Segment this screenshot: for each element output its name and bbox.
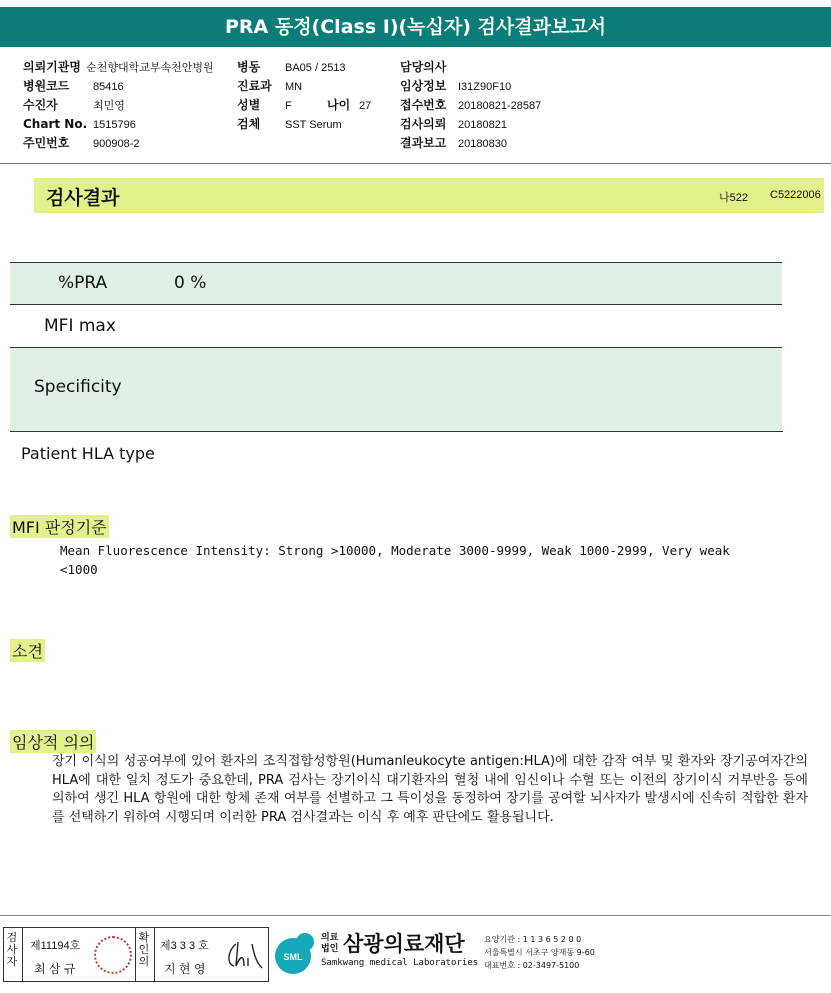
examiner-seal-icon xyxy=(94,936,132,974)
hospital-value: 순천향대학교부속천안병원 xyxy=(86,62,214,74)
table-bottom-border xyxy=(10,431,783,432)
sex-label: 성별 xyxy=(237,98,261,112)
org-contact-1: 요양기관 : 1 1 3 6 5 2 0 0 xyxy=(484,935,582,944)
hla-label: Patient HLA type xyxy=(21,444,155,463)
signature-box-divider-2 xyxy=(135,928,136,981)
header-divider xyxy=(0,163,831,164)
request-date-label: 검사의뢰 xyxy=(400,117,447,131)
specimen-value: SST Serum xyxy=(285,119,342,131)
result-code-2: C5222006 xyxy=(770,189,821,201)
header-col-1 xyxy=(23,56,214,151)
header-col-3 xyxy=(400,56,541,151)
ward-label: 병동 xyxy=(237,60,261,74)
patient-value: 최민영 xyxy=(93,100,125,112)
signature-box-divider-3 xyxy=(154,928,155,981)
org-prefix-1: 의료 xyxy=(321,933,339,943)
mfi-row xyxy=(10,304,782,347)
clinical-paragraph: 장기 이식의 성공여부에 있어 환자의 조직접합성항원(Humanleukocyte antigen:HLA)에 대한 감작 여부 및 환자와 장기공여자간의 HLA에 대한 일치 정도가 중요한데, PRA 검사는 장기이식 대기환자의 혈청 내에 임신이나 수혈 또는 이전의 장기이식 거부반응 등에 의하여 생긴 HLA 항원에 대한 항체 존재 여부를 선별하고 그 특이성을 동정하여 장기를 공여할 뇌사자가 발생시에 신속히 적합한 환자를 선택하기 위하여 시행되며 이러한 PRA 검사결과는 이식 후 예후 판단에도 활용됩니다. xyxy=(52,754,808,825)
pra-label: %PRA xyxy=(58,273,108,293)
mfi-criteria-line-2: <1000 xyxy=(60,562,98,577)
ward-value: BA05 / 2513 xyxy=(285,62,346,74)
specimen-label: 검체 xyxy=(237,117,261,131)
result-code-1: 나522 xyxy=(719,192,748,204)
footer-divider xyxy=(0,915,831,916)
sml-logo-icon xyxy=(271,928,319,976)
opinion-heading: 소견 xyxy=(10,639,45,662)
examiner-name: 최 삼 규 xyxy=(34,962,76,976)
mfi-criteria-line-1: Mean Fluorescence Intensity: Strong >10000, Moderate 3000-9999, Weak 1000-2999, Very weak xyxy=(60,543,730,558)
request-date-value: 20180821 xyxy=(458,119,507,131)
clinical-info-label: 임상정보 xyxy=(400,79,447,93)
result-title: 검사결과 xyxy=(46,187,120,209)
org-contact-2: 서울특별시 서초구 양재동 9-60 xyxy=(484,948,595,957)
org-prefix-2: 법인 xyxy=(321,944,339,954)
org-contact-3: 대표번호 : 02-3497-5100 xyxy=(484,961,580,970)
confirmer-license: 제3 3 3 호 xyxy=(160,940,209,952)
header-col-2 xyxy=(237,56,371,132)
resident-no-value: 900908-2 xyxy=(93,138,140,150)
org-contact xyxy=(484,933,595,972)
receipt-no-label: 접수번호 xyxy=(400,98,447,112)
confirmer-name: 지 현 영 xyxy=(164,962,206,976)
result-band xyxy=(34,178,824,213)
signature-box-divider-1 xyxy=(22,928,23,981)
clinical-heading: 임상적 의의 xyxy=(10,730,96,753)
mfi-criteria-heading: MFI 판정기준 xyxy=(10,515,109,538)
department-value: MN xyxy=(285,81,303,93)
chart-no-label: Chart No. xyxy=(23,117,88,131)
logo-text: SML xyxy=(283,952,303,962)
examiner-vertical-label: 검사자 xyxy=(6,931,18,968)
report-date-label: 결과보고 xyxy=(400,136,447,150)
sex-value: F xyxy=(285,100,292,112)
report-title: PRA 동정(Class I)(녹십자) 검사결과보고서 xyxy=(0,7,831,47)
org-name-en: Samkwang medical Laboratories xyxy=(321,958,479,968)
department-label: 진료과 xyxy=(237,79,272,93)
age-label: 나이 xyxy=(327,98,351,112)
age-value: 27 xyxy=(359,100,372,112)
signature-box xyxy=(3,927,269,982)
pra-value: 0 % xyxy=(174,273,207,293)
hospital-label: 의뢰기관명 xyxy=(23,60,81,74)
chart-no-value: 1515796 xyxy=(93,119,136,131)
confirmer-vertical-label: 확인의 xyxy=(138,931,150,968)
pra-row xyxy=(10,262,782,304)
specificity-label: Specificity xyxy=(34,377,122,397)
patient-label: 수진자 xyxy=(23,98,58,112)
org-prefix xyxy=(321,933,338,955)
examiner-license: 제11194호 xyxy=(30,940,81,952)
receipt-no-value: 20180821-28587 xyxy=(458,100,542,112)
clinical-info-value: I31Z90F10 xyxy=(458,81,512,93)
report-date-value: 20180830 xyxy=(458,138,507,150)
doctor-label: 담당의사 xyxy=(400,60,447,74)
mfi-label: MFI max xyxy=(44,316,116,336)
specificity-row xyxy=(10,347,782,432)
hospital-code-value: 85416 xyxy=(93,81,124,93)
signature-icon xyxy=(224,938,264,972)
hospital-code-label: 병원코드 xyxy=(23,79,70,93)
org-name: 삼광의료재단 xyxy=(343,932,465,956)
resident-no-label: 주민번호 xyxy=(23,136,70,150)
